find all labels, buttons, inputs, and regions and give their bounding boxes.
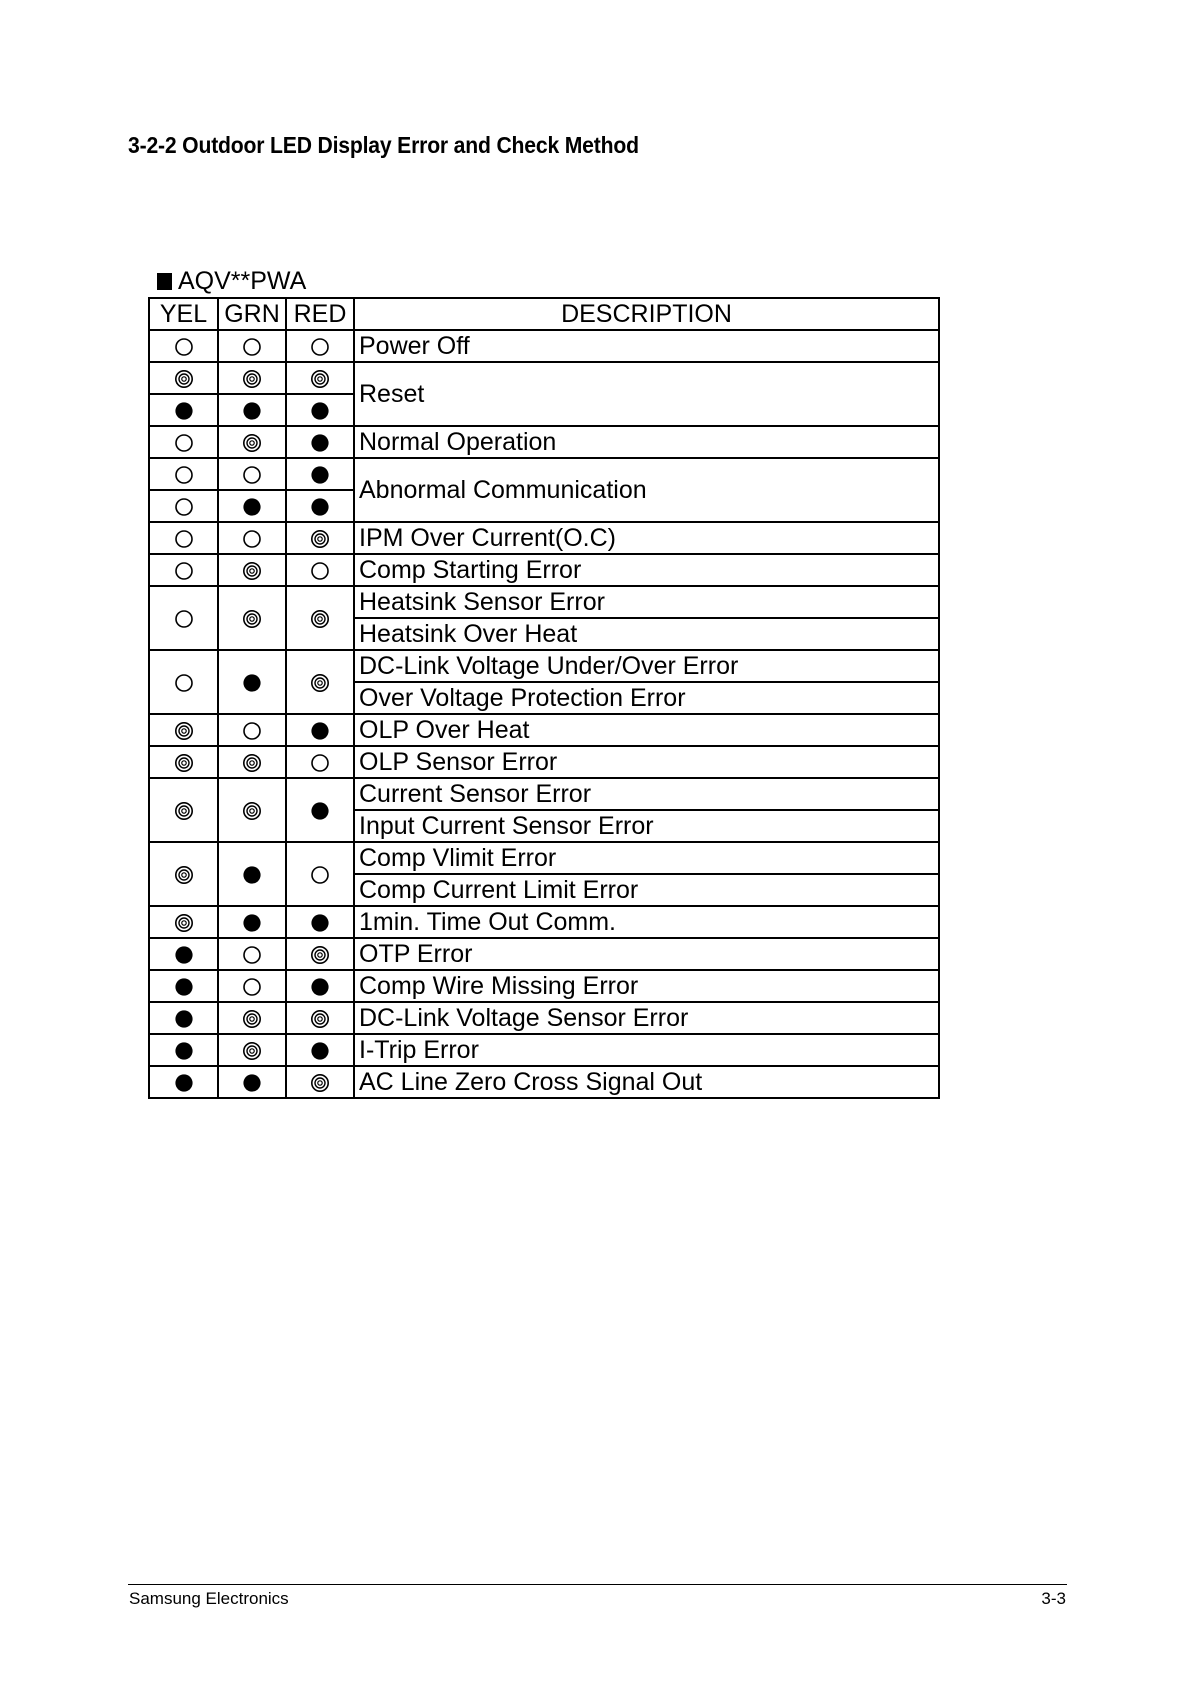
description-cell: IPM Over Current(O.C) — [354, 522, 939, 554]
led-red — [286, 1002, 354, 1034]
table-row — [149, 1002, 939, 1034]
led-off-icon — [174, 529, 194, 549]
table-row — [149, 426, 939, 458]
led-red — [286, 394, 354, 426]
table-row — [149, 554, 939, 586]
description-cell: OTP Error — [354, 938, 939, 970]
header-yel: YEL — [149, 298, 218, 330]
led-yel — [149, 394, 218, 426]
led-grn — [218, 1002, 286, 1034]
led-on-icon — [310, 465, 330, 485]
led-off-icon — [174, 561, 194, 581]
led-red — [286, 906, 354, 938]
table-row — [149, 522, 939, 554]
led-blink-icon — [242, 801, 262, 821]
led-red — [286, 362, 354, 394]
led-grn — [218, 586, 286, 650]
led-grn — [218, 938, 286, 970]
led-yel — [149, 330, 218, 362]
led-grn — [218, 650, 286, 714]
led-on-icon — [242, 401, 262, 421]
led-grn — [218, 1034, 286, 1066]
table-row — [149, 458, 939, 490]
header-description: DESCRIPTION — [354, 298, 939, 330]
led-blink-icon — [310, 609, 330, 629]
led-on-icon — [242, 913, 262, 933]
table-row — [149, 842, 939, 874]
led-off-icon — [174, 337, 194, 357]
led-red — [286, 330, 354, 362]
led-yel — [149, 362, 218, 394]
description-cell: Current Sensor Error — [354, 778, 939, 810]
page-title: 3-2-2 Outdoor LED Display Error and Check Method — [128, 132, 639, 158]
table-row — [149, 746, 939, 778]
table-row — [149, 1034, 939, 1066]
led-blink-icon — [242, 753, 262, 773]
led-on-icon — [242, 865, 262, 885]
description-cell: OLP Over Heat — [354, 714, 939, 746]
led-yel — [149, 778, 218, 842]
led-red — [286, 1066, 354, 1098]
led-yel — [149, 522, 218, 554]
led-on-icon — [174, 401, 194, 421]
table-row — [149, 906, 939, 938]
led-on-icon — [174, 945, 194, 965]
led-red — [286, 458, 354, 490]
led-red — [286, 970, 354, 1002]
led-red — [286, 426, 354, 458]
led-blink-icon — [310, 945, 330, 965]
led-blink-icon — [310, 369, 330, 389]
led-grn — [218, 426, 286, 458]
led-on-icon — [310, 721, 330, 741]
led-off-icon — [242, 945, 262, 965]
led-off-icon — [242, 977, 262, 997]
table-row — [149, 330, 939, 362]
description-cell: Comp Starting Error — [354, 554, 939, 586]
led-grn — [218, 746, 286, 778]
led-off-icon — [310, 753, 330, 773]
led-on-icon — [174, 977, 194, 997]
led-red — [286, 554, 354, 586]
led-yel — [149, 842, 218, 906]
table-row — [149, 1066, 939, 1098]
led-on-icon — [310, 497, 330, 517]
model-name: AQV**PWA — [178, 267, 307, 295]
led-off-icon — [174, 465, 194, 485]
led-red — [286, 522, 354, 554]
led-off-icon — [310, 561, 330, 581]
led-error-table — [148, 297, 940, 1099]
table-row — [149, 714, 939, 746]
table-row — [149, 938, 939, 970]
led-off-icon — [242, 337, 262, 357]
led-red — [286, 586, 354, 650]
description-cell: I-Trip Error — [354, 1034, 939, 1066]
led-off-icon — [242, 529, 262, 549]
led-yel — [149, 458, 218, 490]
led-on-icon — [242, 673, 262, 693]
led-yel — [149, 426, 218, 458]
model-label — [157, 266, 306, 296]
description-cell: Comp Vlimit Error — [354, 842, 939, 874]
table-row — [149, 362, 939, 394]
led-blink-icon — [242, 369, 262, 389]
led-blink-icon — [242, 1009, 262, 1029]
description-cell: DC-Link Voltage Sensor Error — [354, 1002, 939, 1034]
led-yel — [149, 1002, 218, 1034]
led-grn — [218, 490, 286, 522]
led-off-icon — [242, 721, 262, 741]
led-red — [286, 714, 354, 746]
led-blink-icon — [174, 913, 194, 933]
led-red — [286, 490, 354, 522]
led-on-icon — [174, 1041, 194, 1061]
led-blink-icon — [174, 865, 194, 885]
led-grn — [218, 906, 286, 938]
description-cell: Comp Current Limit Error — [354, 874, 939, 906]
led-grn — [218, 362, 286, 394]
led-yel — [149, 970, 218, 1002]
led-grn — [218, 1066, 286, 1098]
description-cell: Heatsink Sensor Error — [354, 586, 939, 618]
led-off-icon — [174, 609, 194, 629]
led-grn — [218, 458, 286, 490]
led-on-icon — [242, 497, 262, 517]
description-cell: 1min. Time Out Comm. — [354, 906, 939, 938]
led-yel — [149, 490, 218, 522]
led-on-icon — [310, 1041, 330, 1061]
led-yel — [149, 1066, 218, 1098]
led-grn — [218, 330, 286, 362]
led-red — [286, 938, 354, 970]
led-off-icon — [310, 865, 330, 885]
description-cell: Over Voltage Protection Error — [354, 682, 939, 714]
description-cell: Input Current Sensor Error — [354, 810, 939, 842]
page-number: 3-3 — [1041, 1589, 1066, 1608]
header-red: RED — [286, 298, 354, 330]
led-on-icon — [310, 913, 330, 933]
square-bullet-icon — [157, 273, 172, 290]
led-red — [286, 842, 354, 906]
led-blink-icon — [174, 369, 194, 389]
led-blink-icon — [310, 1073, 330, 1093]
led-blink-icon — [242, 1041, 262, 1061]
led-off-icon — [174, 673, 194, 693]
led-yel — [149, 714, 218, 746]
led-grn — [218, 842, 286, 906]
table-row — [149, 778, 939, 810]
led-yel — [149, 554, 218, 586]
header-grn: GRN — [218, 298, 286, 330]
table-row — [149, 586, 939, 618]
led-blink-icon — [174, 753, 194, 773]
led-yel — [149, 586, 218, 650]
table-row — [149, 970, 939, 1002]
led-off-icon — [174, 497, 194, 517]
footer-divider — [128, 1584, 1067, 1585]
led-blink-icon — [174, 801, 194, 821]
led-blink-icon — [174, 721, 194, 741]
led-on-icon — [242, 1073, 262, 1093]
led-on-icon — [174, 1009, 194, 1029]
description-cell: Comp Wire Missing Error — [354, 970, 939, 1002]
description-cell: Power Off — [354, 330, 939, 362]
led-off-icon — [174, 433, 194, 453]
description-cell: AC Line Zero Cross Signal Out — [354, 1066, 939, 1098]
description-cell: Reset — [354, 362, 939, 426]
led-blink-icon — [242, 433, 262, 453]
led-blink-icon — [242, 609, 262, 629]
led-on-icon — [310, 977, 330, 997]
description-cell: DC-Link Voltage Under/Over Error — [354, 650, 939, 682]
led-grn — [218, 970, 286, 1002]
led-grn — [218, 778, 286, 842]
led-off-icon — [310, 337, 330, 357]
led-grn — [218, 394, 286, 426]
description-cell: Normal Operation — [354, 426, 939, 458]
led-grn — [218, 554, 286, 586]
led-yel — [149, 1034, 218, 1066]
table-header-row — [149, 298, 939, 330]
led-red — [286, 1034, 354, 1066]
description-cell: Abnormal Communication — [354, 458, 939, 522]
led-blink-icon — [310, 1009, 330, 1029]
led-yel — [149, 938, 218, 970]
footer-company: Samsung Electronics — [129, 1589, 289, 1608]
led-red — [286, 778, 354, 842]
led-yel — [149, 650, 218, 714]
led-blink-icon — [310, 673, 330, 693]
table-row — [149, 650, 939, 682]
led-off-icon — [242, 465, 262, 485]
led-on-icon — [310, 801, 330, 821]
led-yel — [149, 746, 218, 778]
led-on-icon — [174, 1073, 194, 1093]
led-grn — [218, 522, 286, 554]
led-red — [286, 746, 354, 778]
description-cell: Heatsink Over Heat — [354, 618, 939, 650]
led-blink-icon — [242, 561, 262, 581]
led-blink-icon — [310, 529, 330, 549]
led-on-icon — [310, 433, 330, 453]
led-grn — [218, 714, 286, 746]
led-on-icon — [310, 401, 330, 421]
description-cell: OLP Sensor Error — [354, 746, 939, 778]
led-yel — [149, 906, 218, 938]
led-red — [286, 650, 354, 714]
